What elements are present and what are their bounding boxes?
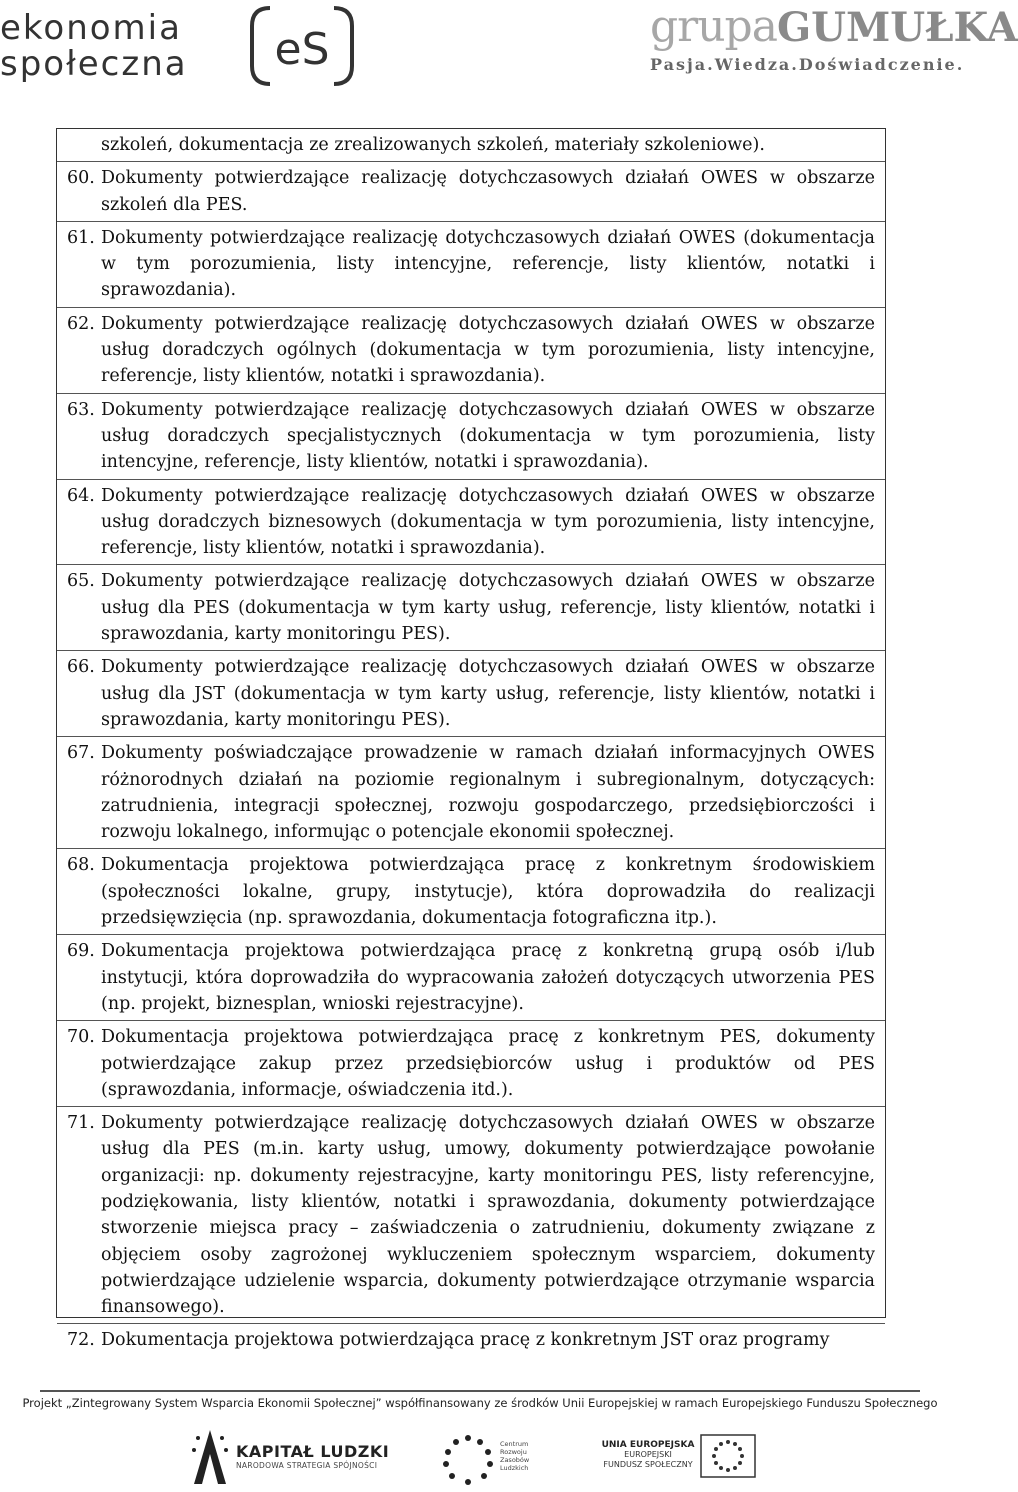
item-text: Dokumenty potwierdzające realizację dotychczasowych działań OWES w obszarze usług doradczych ogólnych (dokumentacja w tym porozumienia, listy intencyjne, referencje, listy klientów, notatki i sprawozdania). [101,313,875,387]
eu-flag-icon [700,1434,756,1478]
logo-gumulka-text: GUMUŁKA [776,4,1018,51]
list-item [57,480,885,566]
item-number: 62. [67,313,95,334]
item-text: Dokumenty poświadczające prowadzenie w ramach działań informacyjnych OWES różnorodnych działań na poziomie regionalnym i subregionalnym, dotyczących: zatrudnienia, integracji społecznej, rozwoju gospodarczego, przedsiębiorczości i rozwoju lokalnego, informując o potencjale ekonomii społecznej. [101,743,875,843]
logo-grupa-text: grupa [650,1,777,52]
item-text: Dokumentacja projektowa potwierdzająca pracę z konkretnym PES, dokumenty potwierdzające zakup przez przedsiębiorców usług i produktów od PES (sprawozdania, informacje, oświadczenia itd.). [101,1027,875,1100]
item-text: Dokumentacja projektowa potwierdzająca pracę z konkretną grupą osób i/lub instytucji, która doprowadziła do wypracowania założeń dotyczących utworzenia PES (np. projekt, biznesplan, wnioski rejestracyjne). [101,941,875,1014]
list-item [57,849,885,935]
logo-tagline: Pasja.Wiedza.Doświadczenie. [650,55,965,74]
footer-logos [190,1424,790,1488]
document-list [57,129,885,1357]
item-number: 70. [67,1027,95,1048]
item-text: Dokumenty potwierdzające realizację dotychczasowych działań OWES w obszarze usług dla PES (dokumentacja w tym karty usług, referencje, listy klientów, notatki i sprawozdania, karty monitoringu PES). [101,571,875,645]
item-text: Dokumenty potwierdzające realizację dotychczasowych działań OWES w obszarze usług doradczych biznesowych (dokumentacja w tym porozumienia, listy intencyjne, referencje, listy klientów, notatki i sprawozdania). [101,485,875,559]
list-item [57,935,885,1021]
item-number: 66. [67,657,95,678]
list-item [57,162,885,222]
crzl-line2: Rozwoju [500,1448,527,1456]
item-number: 71. [67,1113,95,1134]
kapital-ludzki-title: KAPITAŁ LUDZKI [236,1442,390,1461]
list-item [57,1107,885,1324]
item-text: Dokumentacja projektowa potwierdzająca pracę z konkretnym środowiskiem (społeczności lokalne, grupy, instytucje), która doprowadziła do realizacji przedsięwzięcia (np. sprawozdania, dokumentacja fotograficzna itp.). [101,855,875,929]
es-mark-text: eS [274,24,330,75]
kapital-ludzki-subtitle: NARODOWA STRATEGIA SPÓJNOŚCI [236,1461,378,1470]
list-item [57,394,885,480]
item-number: 60. [67,168,95,189]
list-item [57,1021,885,1107]
logo-text-line1: ekonomia [0,8,182,48]
list-item [57,565,885,651]
crzl-line3: Zasobów [500,1456,530,1464]
item-number: 69. [67,941,95,962]
list-item [57,737,885,849]
item-number: 64. [67,485,95,506]
item-number: 61. [67,227,95,248]
item-text: Dokumenty potwierdzające realizację dotychczasowych działań OWES w obszarze usług doradczych specjalistycznych (dokumentacja w tym porozumienia, listy intencyjne, referencje, listy klientów, notatki i sprawozdania). [101,399,875,473]
item-text: Dokumenty potwierdzające realizację dotychczasowych działań OWES w obszarze usług dla PES (m.in. karty usług, umowy, dokumenty potwierdzające powołanie organizacji: np. dokumenty rejestracyjne, karty monitoringu PES, listy referencyjne, podziękowania, listy klientów, notatki i sprawozdania, dokumenty potwierdzające stworzenie miejsca pracy – zaświadczenia o zatrudnieniu, dokumenty związane z objęciem osoby zagrożonej wykluczeniem społecznym wsparciem, dokumenty potwierdzające udzielenie wsparcia, dokumenty potwierdzające otrzymanie wsparcia finansowego). [101,1113,875,1318]
grupa-gumulka-logo [650,0,1018,90]
item-number: 63. [67,399,95,420]
item-text: szkoleń, dokumentacja ze zrealizowanych szkoleń, materiały szkoleniowe). [101,135,765,155]
es-mark-icon [248,4,356,88]
item-text: Dokumenty potwierdzające realizację dotychczasowych działań OWES (dokumentacja w tym porozumienia, listy intencyjne, referencje, listy klientów, notatki i sprawozdania). [101,227,875,301]
list-item [57,308,885,394]
list-item [57,222,885,308]
item-text: Dokumenty potwierdzające realizację dotychczasowych działań OWES w obszarze szkoleń dla PES. [101,168,875,215]
ue-line2: EUROPEJSKI [624,1450,672,1459]
crzl-text [500,1440,529,1472]
list-item [57,129,885,162]
logo-text-line2: społeczna [0,44,188,84]
crzl-stars-icon [438,1432,498,1488]
ue-text [598,1440,698,1470]
ue-title: UNIA EUROPEJSKA [601,1440,695,1450]
item-number: 65. [67,571,95,592]
footer-note: Projekt „Zintegrowany System Wsparcia Ekonomii Społecznej” współfinansowany ze środków Unii Europejskiej w ramach Europejskiego Funduszu Społecznego [22,1396,938,1410]
item-number: 72. [67,1330,95,1351]
item-text: Dokumentacja projektowa potwierdzająca pracę z konkretnym JST oraz programy [101,1330,830,1351]
page-header [0,0,1018,95]
footer-divider [40,1390,920,1392]
list-item [57,651,885,737]
ekonomia-spoleczna-logo [0,4,360,90]
ue-line3: FUNDUSZ SPOŁECZNY [603,1460,693,1469]
document-list-box [56,128,886,1351]
item-text: Dokumenty potwierdzające realizację dotychczasowych działań OWES w obszarze usług dla JST (dokumentacja w tym karty usług, referencje, listy klientów, notatki i sprawozdania, karty monitoringu PES). [101,657,875,730]
item-number: 68. [67,855,95,876]
crzl-line4: Ludzkich [500,1464,529,1472]
crzl-line1: Centrum [500,1440,529,1448]
kapital-ludzki-icon [190,1428,230,1486]
list-item [57,1324,885,1356]
item-number: 67. [67,743,95,764]
